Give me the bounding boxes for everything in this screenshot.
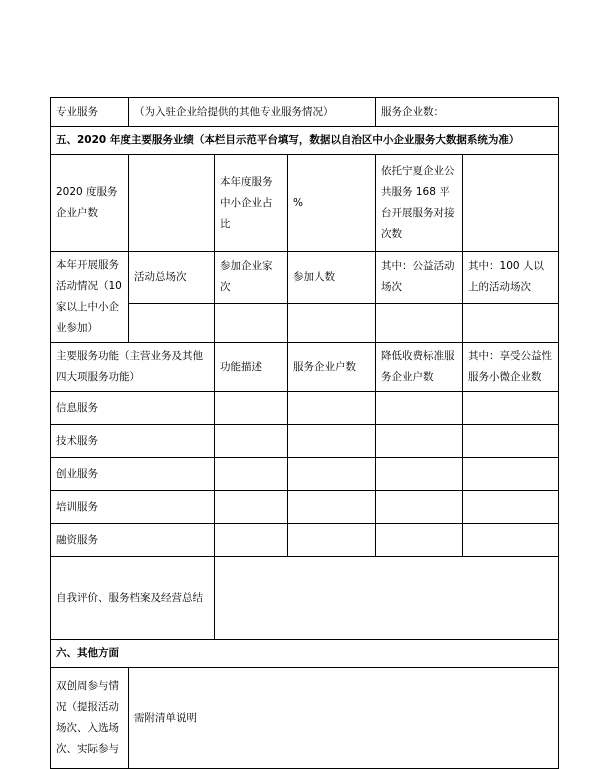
- public-activities-value[interactable]: [376, 303, 463, 342]
- reduced-fee-cell[interactable]: [376, 524, 463, 557]
- service-row: [51, 425, 559, 458]
- service-name: 融资服务: [51, 524, 215, 557]
- households-label: 2020 度服务企业户数: [51, 155, 129, 252]
- innovation-week-label: 双创周参与情况（提报活动场次、入选场次、实际参与: [51, 668, 129, 769]
- activities-total-value[interactable]: [129, 303, 215, 342]
- participants-value[interactable]: [288, 303, 376, 342]
- professional-service-row: [51, 98, 559, 127]
- service-name: 技术服务: [51, 425, 215, 458]
- innovation-week-row: [51, 668, 559, 769]
- section-6-header-row: [51, 640, 559, 668]
- application-form-table: [50, 97, 559, 769]
- reduced-fee-cell[interactable]: [376, 425, 463, 458]
- section-5-header-row: [51, 127, 559, 155]
- reduced-fee-cell[interactable]: [376, 491, 463, 524]
- activities-label: 本年开展服务活动情况（10 家以上中小企业参加）: [51, 252, 129, 343]
- activities-header-row: [51, 252, 559, 304]
- firms-served-label: 服务企业户数: [288, 343, 376, 392]
- function-description-cell[interactable]: [215, 458, 288, 491]
- function-description-cell[interactable]: [215, 392, 288, 425]
- functions-label: 主要服务功能（主营业务及其他四大项服务功能）: [51, 343, 215, 392]
- public-benefit-micro-cell[interactable]: [463, 425, 559, 458]
- service-row: [51, 392, 559, 425]
- public-benefit-micro-cell[interactable]: [463, 392, 559, 425]
- professional-service-label: 专业服务: [51, 98, 129, 127]
- function-description-cell[interactable]: [215, 491, 288, 524]
- firms-served-cell[interactable]: [288, 491, 376, 524]
- participants-label: 参加人数: [288, 252, 376, 304]
- self-evaluation-label: 自我评价、服务档案及经营总结: [51, 557, 215, 640]
- firms-served-count-label: 服务企业数：: [376, 98, 559, 127]
- participating-firms-label: 参加企业家次: [215, 252, 288, 304]
- service-name: 培训服务: [51, 491, 215, 524]
- households-value[interactable]: [129, 155, 215, 252]
- reduced-fee-label: 降低收费标准服务企业户数: [376, 343, 463, 392]
- function-description-label: 功能描述: [215, 343, 288, 392]
- public-benefit-micro-label: 其中：享受公益性服务小微企业数: [463, 343, 559, 392]
- participating-firms-value[interactable]: [215, 303, 288, 342]
- platform-168-label: 依托宁夏企业公共服务 168 平台开展服务对接次数: [376, 155, 463, 252]
- reduced-fee-cell[interactable]: [376, 458, 463, 491]
- public-benefit-micro-cell[interactable]: [463, 458, 559, 491]
- platform-168-value[interactable]: [463, 155, 559, 252]
- service-name: 创业服务: [51, 458, 215, 491]
- households-row: [51, 155, 559, 252]
- service-row: [51, 524, 559, 557]
- professional-service-note: （为入驻企业给提供的其他专业服务情况）: [129, 98, 376, 127]
- public-activities-label: 其中：公益活动场次: [376, 252, 463, 304]
- firms-served-cell[interactable]: [288, 392, 376, 425]
- public-benefit-micro-cell[interactable]: [463, 491, 559, 524]
- service-row: [51, 491, 559, 524]
- function-description-cell[interactable]: [215, 524, 288, 557]
- firms-served-cell[interactable]: [288, 458, 376, 491]
- over-100-activities-label: 其中：100 人以上的活动场次: [463, 252, 559, 304]
- sme-ratio-percent[interactable]: %: [288, 155, 376, 252]
- self-evaluation-row: [51, 557, 559, 640]
- over-100-activities-value[interactable]: [463, 303, 559, 342]
- functions-header-row: [51, 343, 559, 392]
- firms-served-cell[interactable]: [288, 524, 376, 557]
- attachment-note[interactable]: 需附清单说明: [129, 668, 559, 769]
- section-5-title: 五、2020 年度主要服务业绩（本栏目示范平台填写，数据以自治区中小企业服务大数据系统为准）: [51, 127, 559, 155]
- reduced-fee-cell[interactable]: [376, 392, 463, 425]
- function-description-cell[interactable]: [215, 425, 288, 458]
- service-name: 信息服务: [51, 392, 215, 425]
- public-benefit-micro-cell[interactable]: [463, 524, 559, 557]
- activities-total-label: 活动总场次: [129, 252, 215, 304]
- self-evaluation-value[interactable]: [215, 557, 559, 640]
- section-6-title: 六、其他方面: [51, 640, 559, 668]
- firms-served-cell[interactable]: [288, 425, 376, 458]
- sme-ratio-label: 本年度服务中小企业占比: [215, 155, 288, 252]
- service-row: [51, 458, 559, 491]
